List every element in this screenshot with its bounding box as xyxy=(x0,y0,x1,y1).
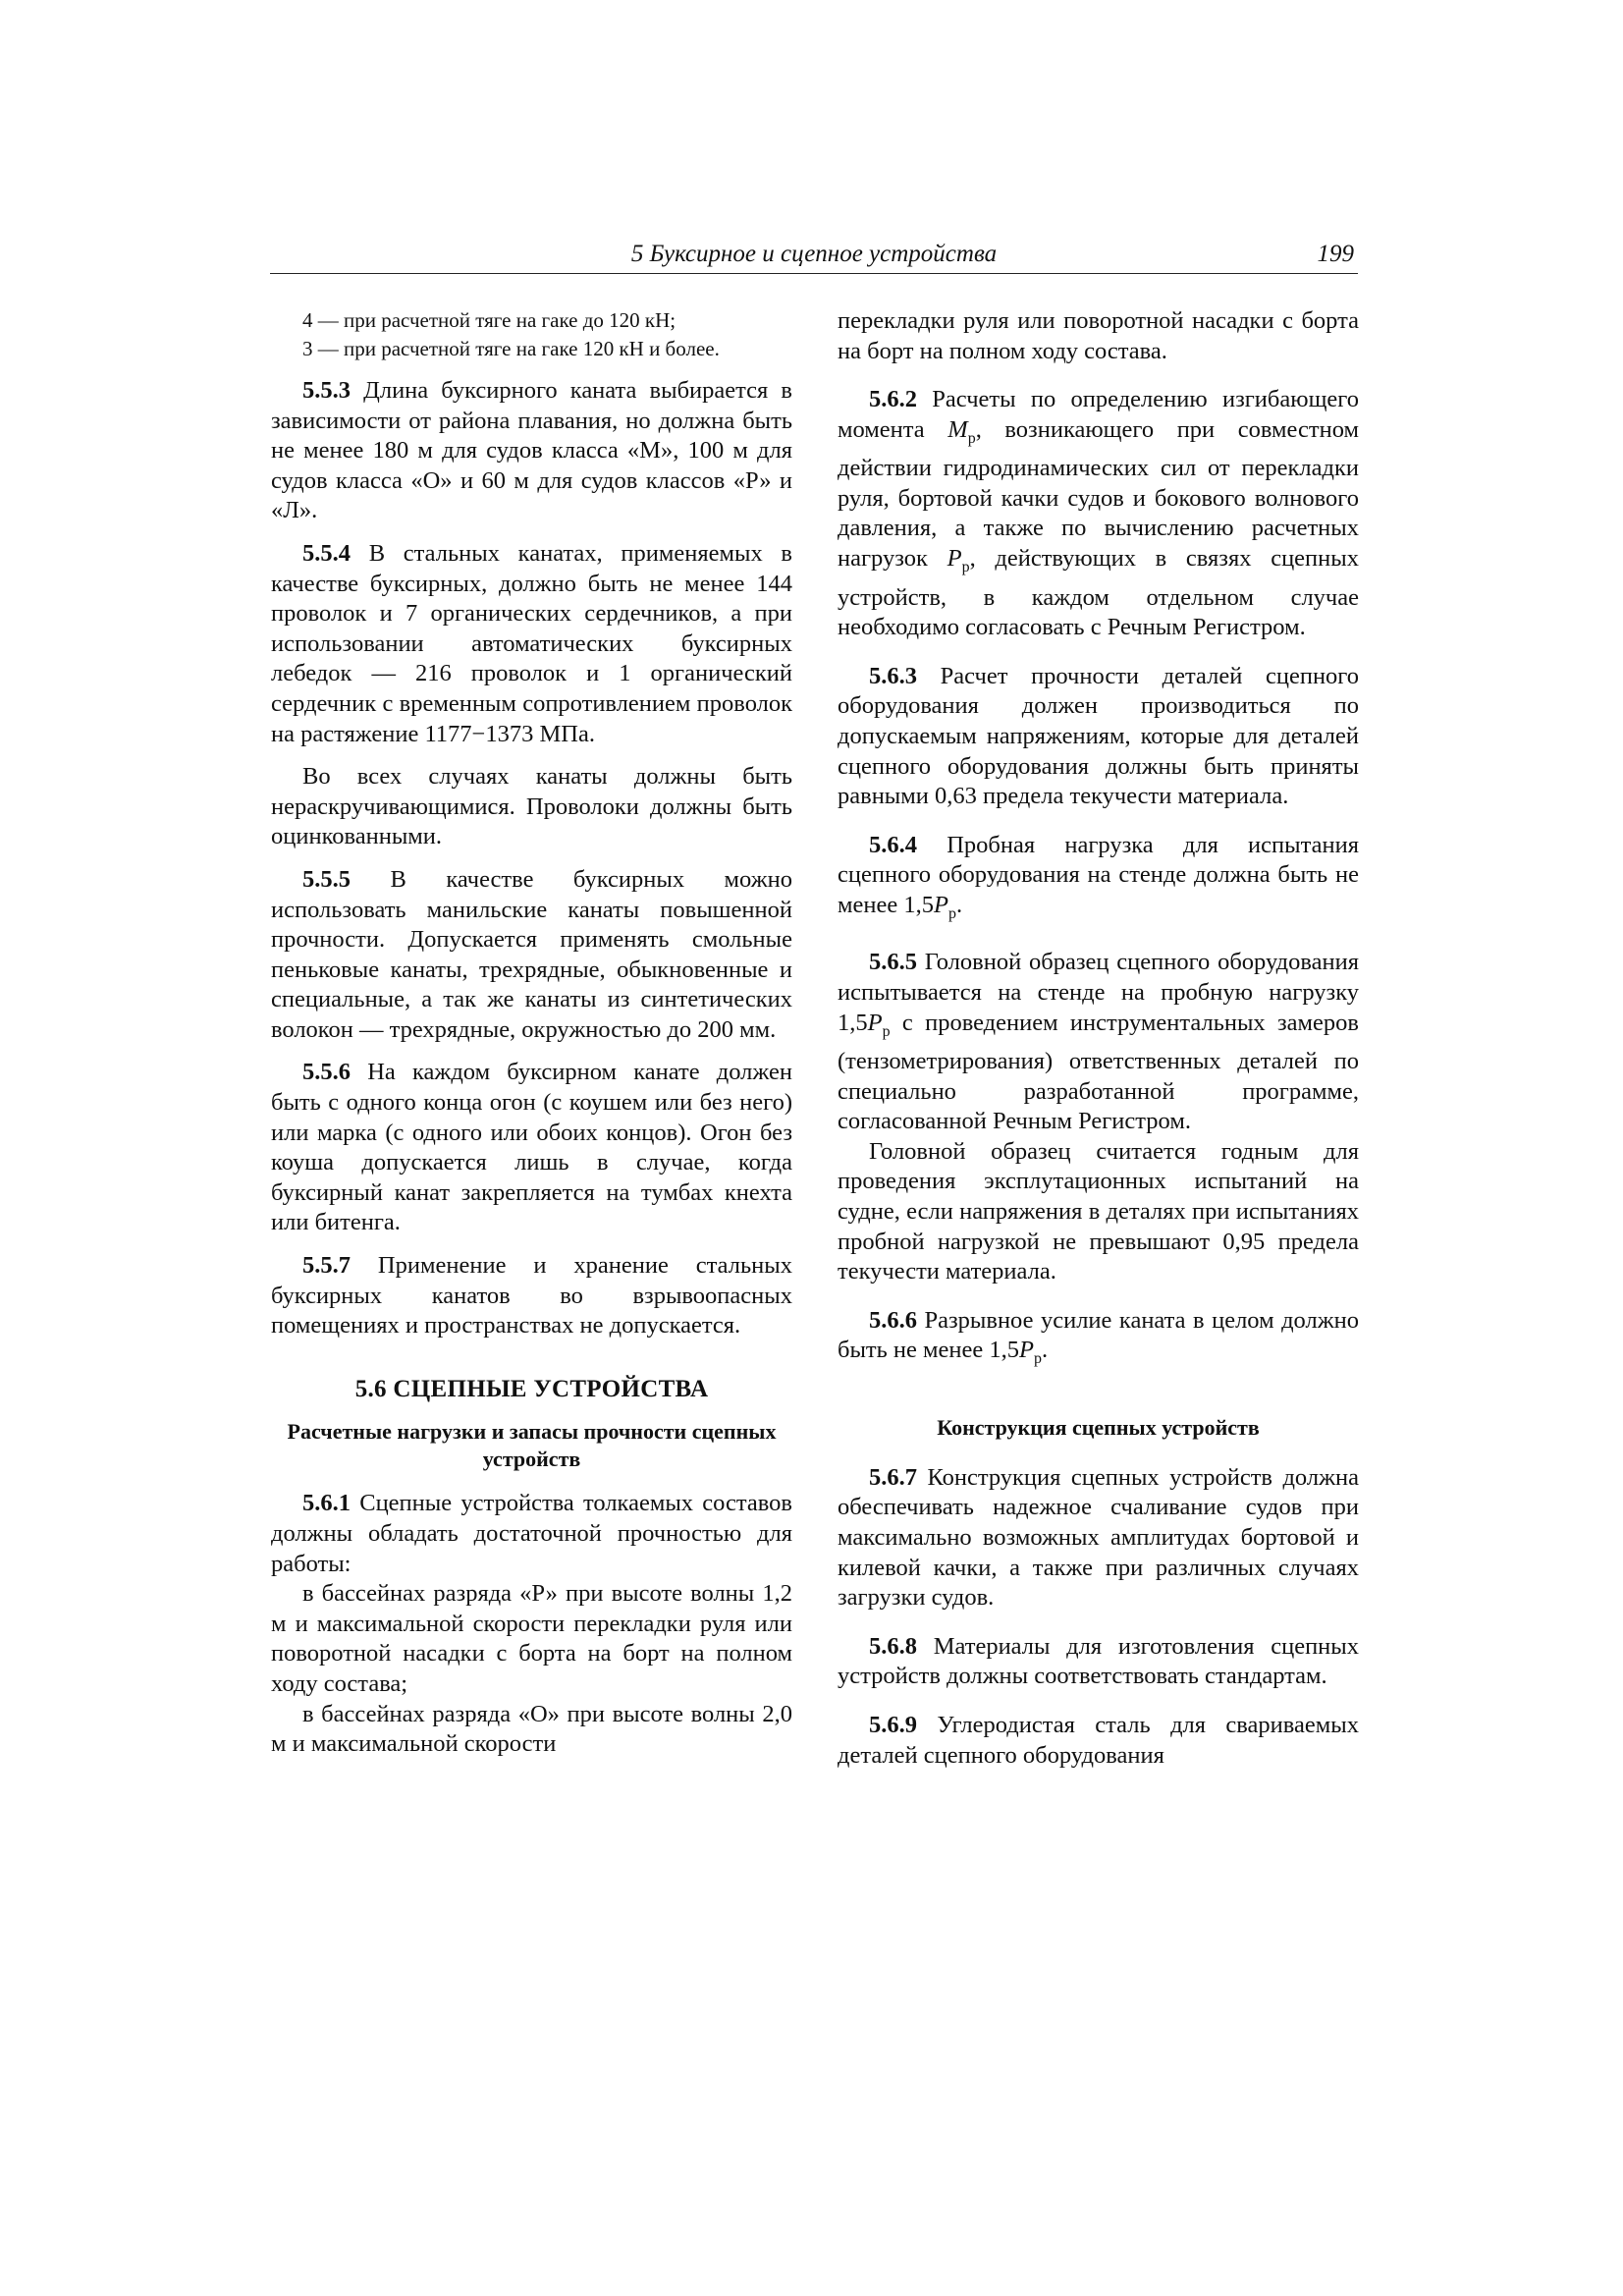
clause-number: 5.6.4 xyxy=(869,831,917,858)
clause-number: 5.5.6 xyxy=(302,1059,351,1086)
page-number: 199 xyxy=(1317,241,1354,267)
clause-number: 5.5.3 xyxy=(302,377,351,404)
clause-number: 5.6.1 xyxy=(302,1490,351,1517)
subsection-title: Конструкция сцепных устройств xyxy=(937,1414,1260,1440)
formula-symbol: $M_р$ xyxy=(947,415,976,447)
clause-text: Конструкция сцепных устройств должна обеспечивать надежное счаливание судов при максимально возможных амплитудах бортовой и килевой качки, а также при различных случаях загрузки судов. xyxy=(838,1463,1359,1612)
formula-symbol: $P_р$ xyxy=(934,891,956,922)
paragraph-5-6-9 xyxy=(838,1711,1359,1771)
clause-number: 5.6.2 xyxy=(869,386,917,413)
list-item-4: 4 — при расчетной тяге на гаке до 120 кН; xyxy=(302,308,676,332)
clause-number: 5.6.8 xyxy=(869,1632,917,1660)
paragraph-5-6-2: 5.6.2 Расчеты по определению изгибающего момента $M_р$, возникающего при совместном действии гидродинамических сил от перекладки руля, бортовой качки судов и бокового волнового давления, а также по вычислению расчетных нагрузок $P_р$, действующих в связях сцепных устройств, в каждом отдельном случае необходимо согласовать с Речным Регистром. xyxy=(838,386,1359,641)
paragraph-5-5-5 xyxy=(271,865,792,1046)
clause-text: На каждом буксирном канате должен быть с одного конца огон (с коушем или без него) или марка (с одного или обоих концов). Огон без коуша допускается лишь в случае, когда буксирный канат закрепляется на тумбах кнехта или битенга. xyxy=(271,1059,792,1236)
paragraph-5-6-8 xyxy=(838,1632,1359,1692)
paragraph-5-5-7 xyxy=(271,1251,792,1341)
clause-number: 5.6.5 xyxy=(869,949,917,976)
formula-symbol: $P_р$ xyxy=(1019,1337,1042,1368)
clause-text: Длина буксирного каната выбирается в зависимости от района плавания, но должна быть не менее 180 м для судов класса «М», 100 м для судов класса «О» и 60 м для судов классов «Р» и «Л». xyxy=(271,377,792,524)
clause-text: Углеродистая сталь для свариваемых деталей сцепного оборудования xyxy=(838,1712,1359,1769)
right-column xyxy=(838,306,1359,1771)
paragraph-5-6-1 xyxy=(271,1489,792,1579)
paragraph-5-5-4-cont: Во всех случаях канаты должны быть нераскручивающимися. Проволоки должны быть оцинкованными. xyxy=(271,763,792,850)
running-title: 5 Буксирное и сцепное устройства xyxy=(630,241,998,267)
clause-text: В качестве буксирных можно использовать манильские канаты повышенной прочности. Допускается применять смольные пеньковые канаты, трехрядные, обыкновенные и специальные, а так же канаты из синтетических волокон — трехрядные, окружностью до 200 мм. xyxy=(271,865,792,1043)
clause-number: 5.6.9 xyxy=(869,1712,917,1739)
subsection-title: Расчетные нагрузки и запасы прочности сцепных устройств xyxy=(287,1419,777,1472)
left-column xyxy=(271,306,792,1760)
paragraph-5-6-4: 5.6.4 Пробная нагрузка для испытания сцепного оборудования на стенде должна быть не менее $1,5P_р$. xyxy=(838,831,1359,922)
paragraph-5-6-3 xyxy=(838,662,1359,812)
paragraph-5-6-7 xyxy=(838,1463,1359,1613)
clause-number: 5.6.7 xyxy=(869,1463,917,1491)
paragraph-5-6-6: 5.6.6 Разрывное усилие каната в целом должно быть не менее $1,5P_р$. xyxy=(838,1306,1359,1368)
page-header xyxy=(270,240,1358,274)
formula-symbol: $P_р$ xyxy=(947,545,970,575)
paragraph-5-5-6 xyxy=(271,1058,792,1238)
clause-text: Материалы для изготовления сцепных устройств должны соответствовать стандартам. xyxy=(838,1632,1359,1690)
paragraph-5-6-1-b-cont: перекладки руля или поворотной насадки с борта на борт на полном ходу состава. xyxy=(838,307,1359,364)
clause-number: 5.5.7 xyxy=(302,1252,351,1280)
clause-text: Сцепные устройства толкаемых составов должны обладать достаточной прочностью для работы: xyxy=(271,1490,792,1577)
clause-number: 5.6.3 xyxy=(869,662,917,689)
clause-text: В стальных канатах, применяемых в качестве буксирных, должно быть не менее 144 проволок и 7 органических сердечников, а при использовании автоматических буксирных лебедок — 216 проволок и 1 органический сердечник с временным сопротивлением проволок на растяжение 1177−1373 МПа. xyxy=(271,539,792,747)
formula-symbol: $P_р$ xyxy=(867,1009,891,1040)
section-title: 5.6 СЦЕПНЫЕ УСТРОЙСТВА xyxy=(354,1375,709,1402)
clause-text: Расчет прочности деталей сцепного оборудования должен производиться по допускаемым напряжениям, которые для деталей сцепного оборудования должны быть приняты равными 0,63 предела текучести материала. xyxy=(838,662,1359,810)
paragraph-5-6-1-a: в бассейнах разряда «Р» при высоте волны 1,2 м и максимальной скорости перекладки руля или поворотной насадки с борта на борт на полном ходу состава; xyxy=(271,1580,792,1697)
paragraph-5-6-5-cont: Головной образец считается годным для проведения эксплутационных испытаний на судне, если напряжения в деталях при испытаниях пробной нагрузкой не превышают 0,95 предела текучести материала. xyxy=(838,1137,1359,1285)
clause-text: Применение и хранение стальных буксирных канатов во взрывоопасных помещениях и пространствах не допускается. xyxy=(271,1252,792,1339)
paragraph-5-5-3 xyxy=(271,376,792,526)
clause-number: 5.5.5 xyxy=(302,865,351,893)
paragraph-5-6-5: 5.6.5 Головной образец сцепного оборудования испытывается на стенде на пробную нагрузку $1,5P_р$ с проведением инструментальных замеров (тензометрирования) ответственных деталей по специально разработанной программе, согласованной Речным Регистром. xyxy=(838,949,1359,1135)
list-item-3: 3 — при расчетной тяге на гаке 120 кН и более. xyxy=(302,337,720,360)
clause-number: 5.5.4 xyxy=(302,539,351,567)
paragraph-5-6-1-b: в бассейнах разряда «О» при высоте волны 2,0 м и максимальной скорости xyxy=(271,1700,792,1758)
paragraph-5-5-4 xyxy=(271,539,792,749)
clause-number: 5.6.6 xyxy=(869,1306,917,1334)
